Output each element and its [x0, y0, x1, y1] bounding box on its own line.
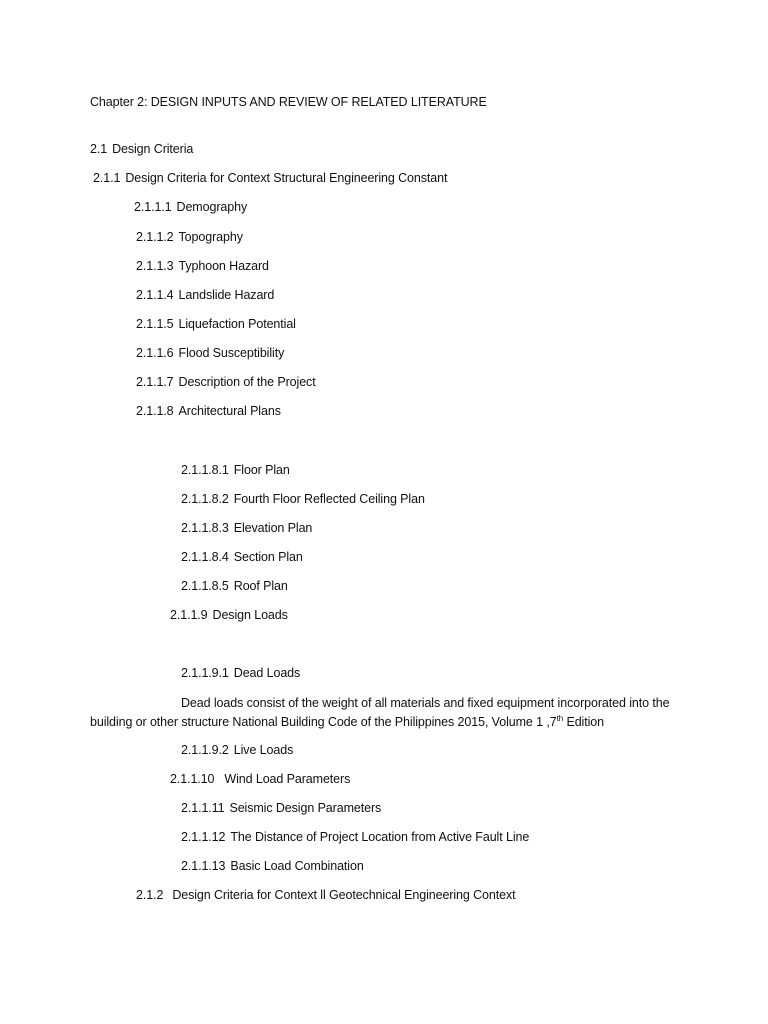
paragraph-text: Dead loads consist of the weight of all materials and fixed equipment incorporated into the building or other structure National Building Code of the Philippines 2015, Volume 1 ,7	[90, 696, 670, 729]
outline-item-2-1-1-11	[181, 800, 381, 816]
outline-number: 2.1.1.3	[136, 259, 174, 273]
outline-number: 2.1.1.7	[136, 375, 174, 389]
outline-number: 2.1.1.9	[170, 608, 208, 622]
outline-item-2-1-1-3	[136, 258, 269, 274]
outline-item-2-1-1-8	[136, 403, 281, 419]
outline-text: Liquefaction Potential	[178, 317, 296, 331]
outline-item-2-1-1-4	[136, 287, 274, 303]
outline-number: 2.1.1.9.2	[181, 743, 229, 757]
outline-number: 2.1.1.13	[181, 859, 226, 873]
outline-item-2-1-1-6	[136, 345, 284, 361]
outline-item-2-1-1-12	[181, 829, 529, 845]
outline-number: 2.1.1.8.5	[181, 579, 229, 593]
outline-text: Elevation Plan	[233, 521, 313, 535]
outline-number: 2.1.1.8.3	[181, 521, 229, 535]
outline-number: 2.1.1.5	[136, 317, 174, 331]
paragraph-suffix: Edition	[563, 715, 604, 729]
outline-number: 2.1.1	[93, 171, 121, 185]
outline-number: 2.1.1.8.2	[181, 492, 229, 506]
dead-loads-paragraph	[90, 694, 690, 732]
outline-number: 2.1	[90, 142, 108, 156]
outline-item-2-1-1-9-1	[181, 665, 300, 681]
outline-item-2-1-1-8-5	[181, 578, 288, 594]
outline-text: Section Plan	[233, 550, 303, 564]
outline-text: Design Criteria for Context ll Geotechnical Engineering Context	[172, 888, 516, 902]
outline-item-2-1-1-2	[136, 229, 243, 245]
outline-text: Architectural Plans	[178, 404, 281, 418]
outline-item-2-1-1-9-2	[181, 742, 293, 758]
outline-text: Basic Load Combination	[230, 859, 364, 873]
paragraph-superscript: th	[556, 713, 564, 723]
outline-text: Demography	[176, 200, 248, 214]
outline-text: Flood Susceptibility	[178, 346, 285, 360]
outline-item-2-1	[90, 141, 193, 157]
outline-item-2-1-1-13	[181, 858, 364, 874]
outline-item-2-1-2	[136, 887, 516, 903]
outline-text: Roof Plan	[233, 579, 288, 593]
outline-number: 2.1.1.9.1	[181, 666, 229, 680]
outline-number: 2.1.1.1	[134, 200, 172, 214]
outline-item-2-1-1	[93, 170, 447, 186]
outline-text: Dead Loads	[233, 666, 301, 680]
outline-number: 2.1.1.8.4	[181, 550, 229, 564]
chapter-title: Chapter 2: DESIGN INPUTS AND REVIEW OF RELATED LITERATURE	[90, 95, 487, 109]
outline-number: 2.1.1.11	[181, 801, 225, 815]
outline-item-2-1-1-8-4	[181, 549, 303, 565]
outline-number: 2.1.1.6	[136, 346, 174, 360]
outline-number: 2.1.1.8.1	[181, 463, 229, 477]
outline-text: Typhoon Hazard	[178, 259, 269, 273]
outline-number: 2.1.1.12	[181, 830, 226, 844]
outline-item-2-1-1-5	[136, 316, 296, 332]
outline-text: Design Loads	[212, 608, 288, 622]
outline-text: Floor Plan	[233, 463, 290, 477]
outline-item-2-1-1-8-2	[181, 491, 425, 507]
outline-number: 2.1.2	[136, 888, 164, 902]
outline-item-2-1-1-8-1	[181, 462, 290, 478]
outline-number: 2.1.1.4	[136, 288, 174, 302]
outline-text: Seismic Design Parameters	[229, 801, 382, 815]
outline-text: Fourth Floor Reflected Ceiling Plan	[233, 492, 425, 506]
outline-text: Topography	[178, 230, 243, 244]
outline-text: The Distance of Project Location from Active Fault Line	[230, 830, 530, 844]
outline-text: Landslide Hazard	[178, 288, 275, 302]
outline-item-2-1-1-9	[170, 607, 288, 623]
outline-number: 2.1.1.10	[170, 772, 215, 786]
outline-item-2-1-1-7	[136, 374, 316, 390]
outline-text: Design Criteria	[112, 142, 194, 156]
outline-text: Design Criteria for Context Structural Engineering Constant	[125, 171, 448, 185]
outline-item-2-1-1-8-3	[181, 520, 312, 536]
outline-number: 2.1.1.8	[136, 404, 174, 418]
outline-text: Wind Load Parameters	[224, 772, 351, 786]
outline-item-2-1-1-1	[134, 199, 247, 215]
outline-item-2-1-1-10	[170, 771, 350, 787]
outline-text: Live Loads	[233, 743, 294, 757]
outline-text: Description of the Project	[178, 375, 316, 389]
outline-number: 2.1.1.2	[136, 230, 174, 244]
